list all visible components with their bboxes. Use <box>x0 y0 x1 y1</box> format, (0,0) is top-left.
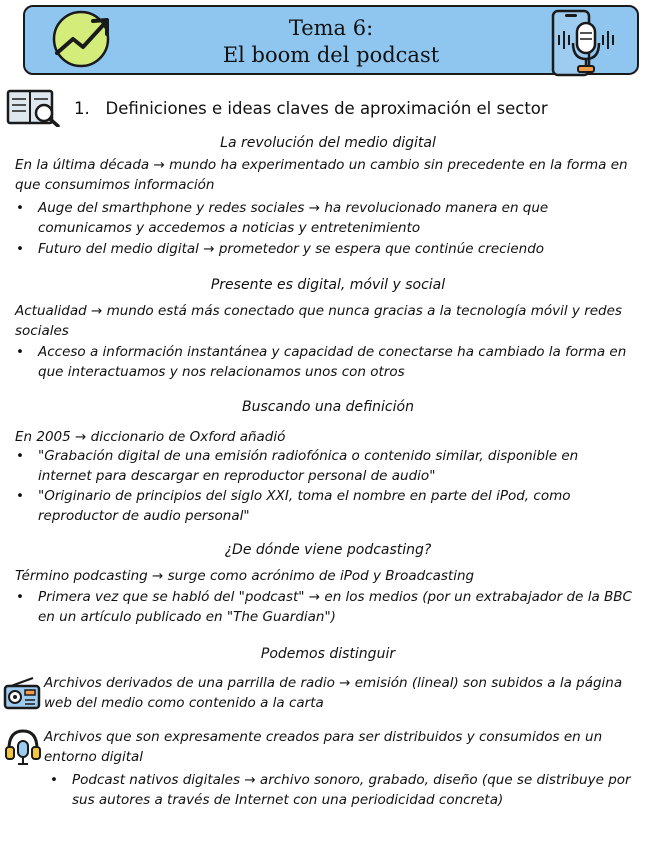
banner-title-line1: Tema 6: <box>288 16 374 40</box>
list-item-text: Primera vez que se habló del "podcast" → en los medios (por un extrabajador de la BBC en un artículo publicado en "The Guardian") <box>38 589 632 625</box>
section-title <box>74 98 548 120</box>
subtitle-origen: ¿De dónde viene podcasting? <box>224 542 432 558</box>
bullet-marker: • <box>16 344 24 360</box>
book-search-icon <box>6 87 62 127</box>
bullet-marker: • <box>16 241 24 257</box>
subtitle-presente: Presente es digital, móvil y social <box>210 277 446 293</box>
trending-chart-icon <box>47 9 121 69</box>
list-item-text: "Originario de principios del siglo XXI, toma el nombre en parte del iPod, como reproductor de audio personal" <box>38 488 571 524</box>
subtitle-distinguir: Podemos distinguir <box>260 646 396 662</box>
list-item <box>16 587 636 627</box>
bullet-marker: • <box>16 200 24 216</box>
bullet-marker: • <box>50 772 58 788</box>
subtitle-definicion: Buscando una definición <box>242 399 414 415</box>
list-item-text: "Grabación digital de una emisión radiofónica o contenido similar, disponible en internet para descargar en reproductor personal de audio" <box>38 448 579 484</box>
list-item <box>16 239 636 259</box>
paragraph-presente: Actualidad → mundo está más conectado que nunca gracias a la tecnología móvil y redes sociales <box>15 303 622 339</box>
list-item <box>16 198 636 238</box>
section-number: 1. <box>74 99 90 118</box>
bullet-marker: • <box>16 589 24 605</box>
paragraph-origen: Término podcasting → surge como acrónimo de iPod y Broadcasting <box>15 568 475 584</box>
bullet-marker: • <box>16 448 24 464</box>
list-item-text: Podcast nativos digitales → archivo sonoro, grabado, diseño (que se distribuye por sus autores a través de Internet con una periodicidad concreta) <box>72 772 631 808</box>
section-title-text: Definiciones e ideas claves de aproximación el sector <box>105 99 548 118</box>
radio-icon <box>3 676 41 710</box>
paragraph-definicion: En 2005 → diccionario de Oxford añadió <box>15 429 286 445</box>
list-item <box>50 770 650 810</box>
paragraph-distinguir-1: Archivos derivados de una parrilla de radio → emisión (lineal) son subidos a la página web del medio como contenido a la carta <box>44 675 623 711</box>
podcast-phone-icon <box>547 9 621 77</box>
list-item <box>16 486 636 526</box>
banner-title-line2: El boom del podcast <box>222 43 440 67</box>
list-item <box>16 342 636 382</box>
paragraph-revolucion: En la última década → mundo ha experimentado un cambio sin precedente en la forma en que consumimos información <box>15 157 628 193</box>
subtitle-revolucion: La revolución del medio digital <box>220 135 436 151</box>
list-item <box>16 446 636 486</box>
paragraph-distinguir-2: Archivos que son expresamente creados para ser distribuidos y consumidos en un entorno digital <box>44 729 603 765</box>
list-item-text: Futuro del medio digital → prometedor y se espera que continúe creciendo <box>38 241 545 257</box>
bullet-marker: • <box>16 488 24 504</box>
headphones-mic-icon <box>3 727 43 767</box>
list-item-text: Auge del smarthphone y redes sociales → ha revolucionado manera en que comunicamos y accedemos a noticias y entretenimiento <box>38 200 549 236</box>
list-item-text: Acceso a información instantánea y capacidad de conectarse ha cambiado la forma en que interactuamos y nos relacionamos unos con otros <box>38 344 627 380</box>
